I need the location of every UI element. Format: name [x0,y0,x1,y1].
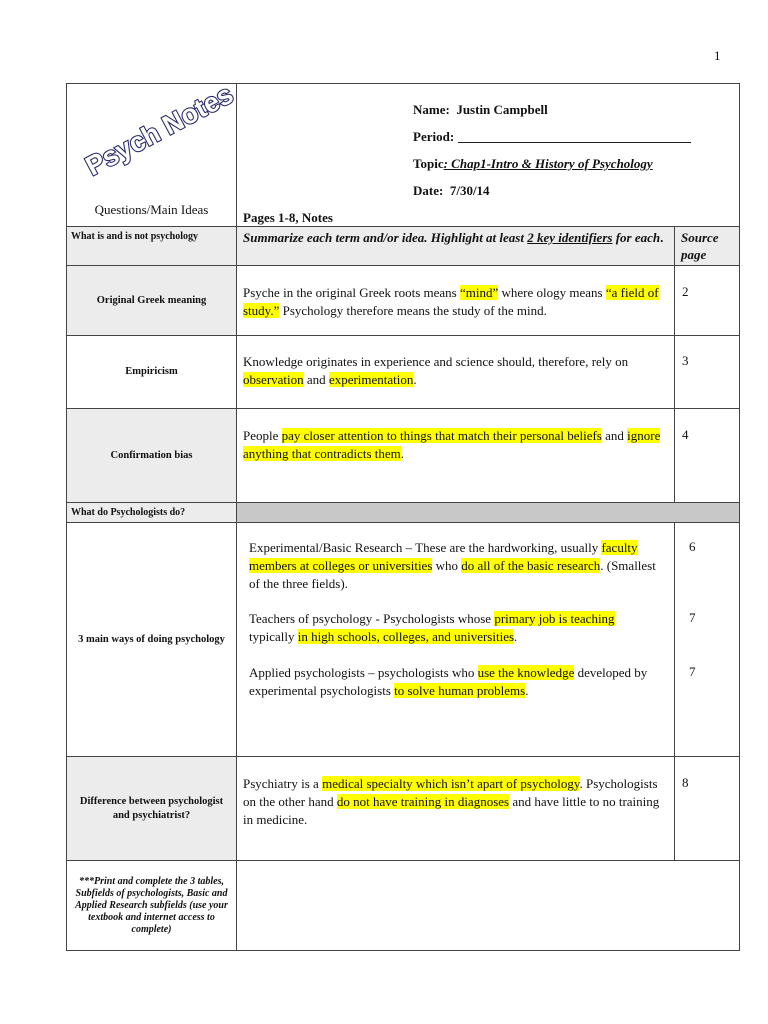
pages-label: Pages 1-8, Notes [243,210,333,225]
section-what-psychologists-do: What do Psychologists do? [67,503,237,523]
ways-p1-text-2: who [432,558,462,573]
difference-text-2: . Psychologists on the other hand [243,776,658,809]
instr-part-a: Summarize each term and/or idea. Highlight at least [243,230,528,245]
date-line [413,183,691,210]
ways-source-1: 6 [689,539,696,554]
row-label-confirmation: Confirmation bias [67,409,237,503]
questions-main-ideas-label: Questions/Main Ideas [94,202,209,217]
ways-p2-highlight-1: primary job is teaching [494,611,615,626]
greek-highlight-2: “a field of study.” [243,285,659,318]
period-line [413,129,691,156]
subheader-left: What is and is not psychology [67,227,237,266]
row-source-confirmation: 4 [675,409,740,503]
instr-part-d: . [660,230,664,245]
topic-label: Topic [413,156,444,171]
ways-p3-text-3: . [525,683,529,698]
ways-p2-text-2: typically [249,629,298,644]
row-source-difference: 8 [675,757,740,861]
row-source-empiricism: 3 [675,336,740,409]
row-body-difference [237,757,675,861]
empiricism-text-2: and [303,372,329,387]
instructions [237,227,675,266]
confirmation-text-3: . [400,446,405,461]
notes-table [66,78,740,951]
date-value: 7/30/14 [449,183,490,198]
date-label: Date: [413,183,444,198]
footer-empty-cell[interactable] [237,861,740,951]
ways-paragraph-3 [243,664,668,700]
difference-highlight-1: medical specialty which isn’t apart of psychology [322,776,580,791]
row-label-ways: 3 main ways of doing psychology [67,523,237,757]
ways-p2-text-3: . [514,629,518,644]
ways-p1-highlight-2: do all of the basic research [461,558,601,573]
topic-value: : Chap1-Intro & History of Psychology [443,156,653,171]
greek-text-2: where ology means [498,285,606,300]
ways-paragraph-2 [243,610,668,646]
ways-p2-highlight-2: in high schools, colleges, and universities [297,629,515,644]
difference-text-1: Psychiatry is a [243,776,323,791]
page-number: 1 [714,48,721,63]
row-body-greek [237,266,675,336]
row-label-empiricism: Empiricism [67,336,237,409]
empiricism-highlight-1: observation [243,372,304,387]
logo-text: Psych Notes [80,78,238,182]
section-bar-fill [237,503,740,523]
confirmation-text-1: People [243,428,282,443]
confirmation-highlight-2: ignore anything that contradicts them [243,428,661,461]
greek-text-1: Psyche in the original Greek roots means [243,285,460,300]
period-label: Period: [413,129,455,144]
empiricism-text-3: . [413,372,417,387]
instr-part-c: for each [612,230,661,245]
ways-p1-highlight-1: faculty members at colleges or universities [249,540,638,573]
ways-p3-text-2: developed by experimental psychologists [249,665,648,698]
header-left-cell [67,78,238,227]
row-source-greek: 2 [675,266,740,336]
empiricism-text-1: Knowledge originates in experience and science should, therefore, rely on [243,354,629,369]
difference-text-3: and have little to no training in medicine. [243,794,660,827]
print-and-complete-note: ***Print and complete the 3 tables, Subfields of psychologists, Basic and Applied Research subfields (use your textbook and internet access to complete) [67,861,237,951]
ways-p1-text-1: Experimental/Basic Research – These are the hardworking, usually [249,540,602,555]
ways-source-2: 7 [689,610,696,625]
source-page-header: Source page [675,227,740,266]
confirmation-text-2: and [601,428,628,443]
header-right-cell [237,84,740,227]
confirmation-highlight-1: pay closer attention to things that match their personal beliefs [281,428,602,443]
student-info [413,102,691,210]
psych-notes-logo [77,78,238,182]
difference-highlight-2: do not have training in diagnoses [336,794,510,809]
name-label: Name: [413,102,450,117]
name-value: Justin Campbell [456,102,548,117]
row-body-confirmation [237,409,675,503]
row-body-empiricism [237,336,675,409]
topic-line [413,156,691,183]
greek-highlight-1: “mind” [459,285,499,300]
empiricism-highlight-2: experimentation [328,372,414,387]
ways-p1-text-3: . (Smallest of the three fields). [249,558,656,591]
row-source-ways [675,523,740,757]
period-blank[interactable] [458,129,691,143]
row-label-greek: Original Greek meaning [67,266,237,336]
row-label-difference: Difference between psychologist and psychiatrist? [67,757,237,861]
ways-p3-text-1: Applied psychologists – psychologists who [249,665,478,680]
ways-paragraph-1 [243,539,668,593]
ways-p3-highlight-2: to solve human problems [394,683,526,698]
instr-part-b: 2 key identifiers [527,230,613,245]
ways-source-3: 7 [689,664,696,679]
ways-p2-text-1: Teachers of psychology - Psychologists whose [249,611,495,626]
row-body-ways [237,523,675,757]
name-line [413,102,691,129]
greek-text-3: Psychology therefore means the study of the mind. [279,303,547,318]
ways-p3-highlight-1: use the knowledge [477,665,575,680]
